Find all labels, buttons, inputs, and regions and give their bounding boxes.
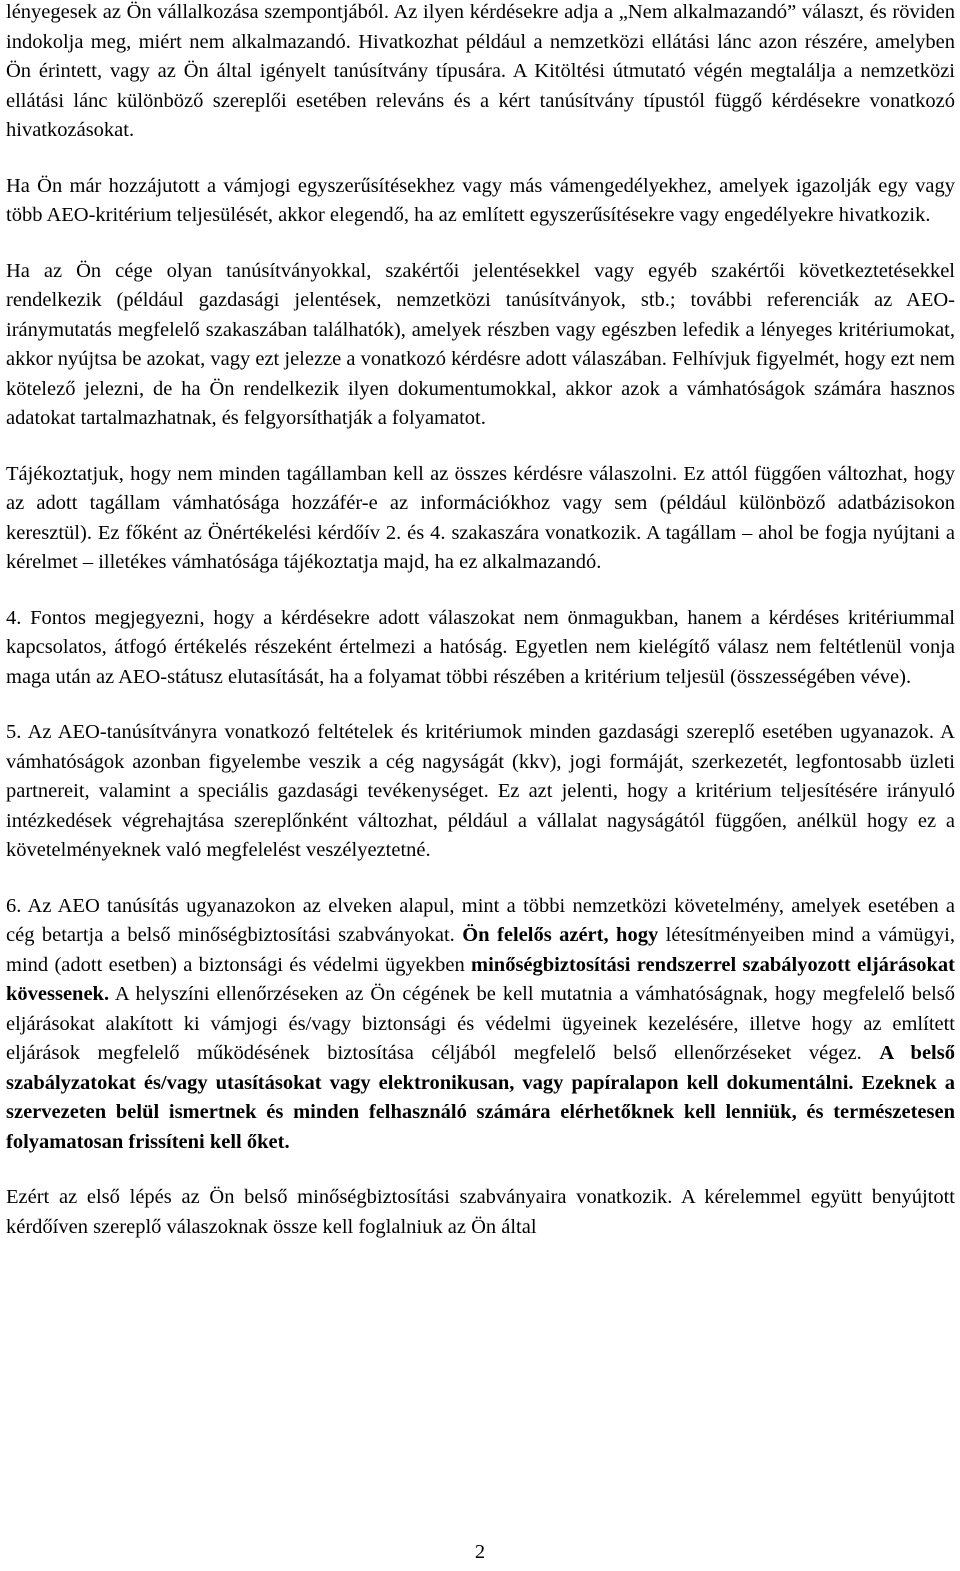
paragraph-customs-simplifications: Ha Ön már hozzájutott a vámjogi egyszerűsítésekhez vagy más vámengedélyekhez, amelyek igazolják egy vagy több AEO-kritérium teljesülését, akkor elegendő, ha az említett egyszerűsítésekre vagy engedélyekre hivatkozik. bbox=[6, 174, 955, 226]
paragraph-point-6 bbox=[6, 892, 955, 1158]
point-6-bold-1: Ön felelős azért, hogy bbox=[462, 924, 659, 946]
paragraph-certificates-reports: Ha az Ön cége olyan tanúsítványokkal, szakértői jelentésekkel vagy egyéb szakértői következtetésekkel rendelkezik (például gazdasági jelentések, nemzetközi tanúsítványok, stb.; további referenciák az AEO-iránymutatás megfelelő szakaszában találhatók), amelyek részben vagy egészben lefedik a lényeges kritériumokat, akkor nyújtsa be azokat, vagy ezt jelezze a vonatkozó kérdésre adott válaszában. Felhívjuk figyelmét, hogy ezt nem kötelező jelezni, de ha Ön rendelkezik ilyen dokumentumokkal, akkor azok a vámhatóságok számára hasznos adatokat tartalmazhatnak, és felgyorsíthatják a folyamatot. bbox=[6, 259, 955, 429]
paragraph-member-state-info: Tájékoztatjuk, hogy nem minden tagállamban kell az összes kérdésre válaszolni. Ez attól függően változhat, hogy az adott tagállam vámhatósága hozzáfér-e az információkhoz vagy sem (például különböző adatbázisokon keresztül). Ez főként az Önértékelési kérdőív 2. és 4. szakaszára vonatkozik. A tagállam – ahol be fogja nyújtani a kérelmet – illetékes vámhatósága tájékoztatja majd, ha ez alkalmazandó. bbox=[6, 462, 955, 573]
point-6-text-2: létesítményeiben mind a vámügyi, mind (adott esetben) a biztonsági és védelmi ügyekben bbox=[6, 924, 955, 976]
point-6-bold-2: minőségbiztosítási rendszerrel szabályozott eljárásokat kövessenek. bbox=[6, 953, 955, 1005]
page-number: 2 bbox=[474, 1541, 486, 1563]
paragraph-first-step: Ezért az első lépés az Ön belső minőségbiztosítási szabványaira vonatkozik. A kérelemmel együtt benyújtott kérdőíven szereplő válaszoknak össze kell foglalniuk az Ön által bbox=[6, 1186, 955, 1238]
document-body bbox=[6, 0, 955, 1268]
point-6-bold-3: A belső szabályzatokat és/vagy utasításokat vagy elektronikusan, vagy papíralapon kell dokumentálni. Ezeknek a szervezeten belül ismertnek és minden felhasználó számára elérhetőknek kell lenniük, és természetesen folyamatosan frissíteni kell őket. bbox=[6, 1042, 955, 1153]
point-6-text-1: 6. Az AEO tanúsítás ugyanazokon az elveken alapul, mint a többi nemzetközi követelmény, amelyek esetében a cég betartja a belső minőségbiztosítási szabványokat. bbox=[6, 894, 955, 946]
paragraph-na-answers: lényegesek az Ön vállalkozása szempontjából. Az ilyen kérdésekre adja a „Nem alkalmazandó” választ, és röviden indokolja meg, miért nem alkalmazandó. Hivatkozhat például a nemzetközi ellátási lánc azon részére, amelyben Ön érintett, vagy az Ön által igényelt tanúsítvány típusára. A Kitöltési útmutató végén megtalálja a nemzetközi ellátási lánc különböző szereplői esetében releváns és a kért tanúsítvány típustól függő kérdésekre vonatkozó hivatkozásokat. bbox=[6, 1, 955, 141]
paragraph-point-5: 5. Az AEO-tanúsítványra vonatkozó feltételek és kritériumok minden gazdasági szereplő esetében ugyanazok. A vámhatóságok azonban figyelembe veszik a cég nagyságát (kkv), jogi formáját, szerkezetét, legfontosabb üzleti partnereit, valamint a speciális gazdasági tevékenységet. Ez azt jelenti, hogy a kritérium teljesítésére irányuló intézkedések végrehajtása szereplőnként változhat, például a vállalat nagyságától függően, anélkül hogy ez a követelményeknek való megfelelést veszélyeztetné. bbox=[6, 721, 955, 861]
point-6-text-3: A helyszíni ellenőrzéseken az Ön cégének be kell mutatnia a vámhatóságnak, hogy megfelelő belső eljárásokat alakított ki vámjogi és/vagy biztonsági és védelmi ügyeinek kezelésére, illetve hogy az említett eljárások megfelelő működésének biztosítása céljából megfelelő belső ellenőrzéseket végez. bbox=[6, 983, 955, 1064]
paragraph-point-4: 4. Fontos megjegyezni, hogy a kérdésekre adott válaszokat nem önmagukban, hanem a kérdéses kritériummal kapcsolatos, átfogó értékelés részeként értelmezi a hatóság. Egyetlen nem kielégítő válasz nem feltétlenül vonja maga után az AEO-státusz elutasítását, ha a folyamat többi részében a kritérium teljesül (összességében véve). bbox=[6, 606, 955, 688]
